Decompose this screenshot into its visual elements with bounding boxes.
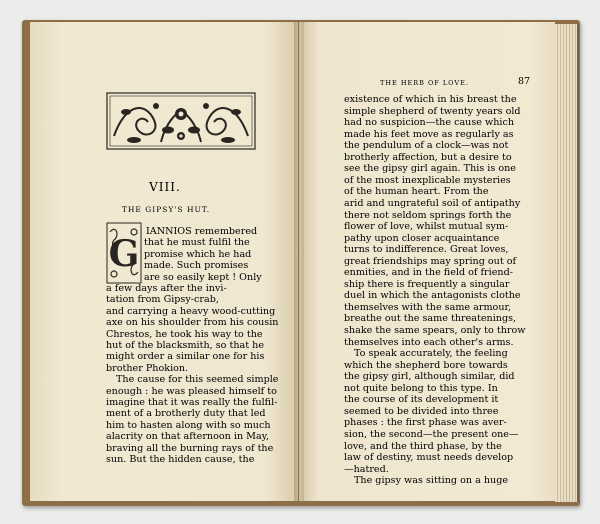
page-number: 87 [518,76,531,87]
text-line: brotherly affection, but a desire to [344,151,512,163]
chapter-title: THE GIPSY'S HUT. [121,205,211,214]
text-line: made. Such promises [144,260,249,272]
text-line: might order a similar one for his [106,351,265,363]
running-head: THE HERB OF LOVE. [380,79,469,87]
text-line: love, and the third phase, by the [344,440,502,452]
text-line: made his feet move as regularly as [344,128,514,140]
text-line: had no suspicion—the cause which [344,117,515,129]
book-gutter [294,22,304,501]
text-line: Chrestos, he took his way to the [106,328,263,340]
chapter-number: VIII. [149,180,181,194]
text-line: the course of its development it [344,394,499,406]
text-line: phases : the first phase was aver- [344,417,507,429]
text-line: breathe out the same threatenings, [344,313,517,325]
text-line: which the shepherd bore towards [344,359,508,371]
text-line: seemed to be divided into three [344,405,499,417]
text-line: The cause for this seemed simple [116,374,279,386]
text-line: arid and ungrateful soil of antipathy [344,197,521,209]
text-line: hut of the blacksmith, so that he [106,340,265,351]
text-line: of the most inexplicable mysteries [344,174,511,186]
text-line: are so easily kept ! Only [144,271,262,283]
text-line: flower of love, whilst mutual sym- [344,221,509,233]
text-line: a few days after the invi- [106,283,227,294]
text-line: axe on his shoulder from his cousin [106,317,279,329]
text-line: of the human heart. From the [344,186,489,198]
text-line: enough : he was pleased himself to [106,385,277,397]
text-line: alacrity on that afternoon in May, [106,431,269,443]
text-line: themselves with the same armour, [344,301,512,313]
text-line: law of destiny, must needs develop [344,452,514,464]
text-line: imagine that it was really the fulfil- [106,397,278,408]
text-line: pathy upon closer acquaintance [344,232,500,244]
page-edges [555,24,579,502]
text-line: him to hasten along with so much [106,419,271,431]
text-line: duel in which the antagonists clothe [344,290,521,302]
text-line: see the gipsy girl again. This is one [344,163,516,175]
text-line: existence of which in his breast the [344,94,517,105]
text-line: that he must fulfil the [144,237,250,249]
text-line: —hatred. [344,463,389,475]
text-line: there not seldom springs forth the [344,209,512,221]
drop-cap [106,222,142,284]
drop-cap-letter: G [108,233,140,275]
text-line: To speak accurately, the feeling [354,348,508,360]
text-line: ment of a brotherly duty that led [106,408,266,420]
text-line: IANNIOS remembered [146,226,258,237]
text-line: themselves into each other's arms. [344,336,514,348]
text-line: The gipsy was sitting on a huge [354,475,509,487]
text-line: the gipsy girl, although similar, did [344,371,515,383]
text-line: simple shepherd of twenty years old [344,105,521,117]
text-line: ship there is frequently a singular [344,278,510,290]
text-line: great friendships may spring out of [344,255,517,267]
text-line: promise which he had [144,248,252,260]
text-line: enmities, and in the field of friend- [344,267,513,279]
text-line: sun. But the hidden cause, the [106,454,255,465]
text-line: sion, the second—the present one— [344,428,519,440]
text-line: and carrying a heavy wood-cutting [106,305,276,317]
text-line: brother Phokion. [106,362,189,374]
text-line: turns to indifference. Great loves, [344,244,509,256]
text-line: braving all the burning rays of the [106,442,274,454]
text-line: the pendulum of a clock—was not [344,140,509,152]
text-line: not quite belong to this type. In [344,382,498,394]
text-line: tation from Gipsy-crab, [106,294,219,306]
floral-ornament-icon [106,92,256,150]
text-line: shake the same spears, only to throw [344,325,526,336]
